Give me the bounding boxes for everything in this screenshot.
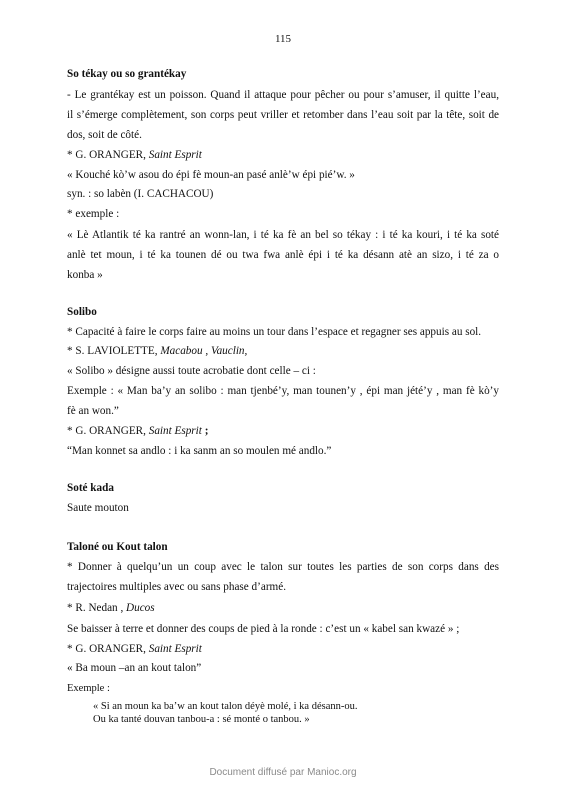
- definition-line: * Capacité à faire le corps faire au moins un tour dans l’espace et regagner ses appuis au sol.: [67, 326, 482, 338]
- source-reference: [67, 424, 208, 438]
- source-place: Saint Esprit: [148, 425, 202, 437]
- entry-title-so-tekay: So tékay ou so grantékay: [67, 68, 187, 80]
- example-line: « Lè Atlantik té ka rantré an wonn-lan, i té ka fè an bel so tékay : i té ka kouri, i té ka soté: [67, 229, 499, 241]
- source-reference: [67, 642, 202, 656]
- example-line: konba »: [67, 269, 103, 281]
- source-reference: [67, 344, 247, 358]
- quote-line: “Man konnet sa andlo : i ka sanm an so moulen mé andlo.”: [67, 445, 332, 457]
- source-name: * G. ORANGER,: [67, 643, 149, 655]
- definition-line: dos, soit de côté.: [67, 129, 142, 141]
- definition-line: * Donner à quelqu’un un coup avec le talon sur toutes les parties de son corps dans des: [67, 561, 499, 573]
- page-number: 115: [274, 33, 292, 45]
- source-tail: ;: [201, 425, 209, 437]
- entry-title-sote-kada: Soté kada: [67, 482, 114, 494]
- definition-line: Saute mouton: [67, 502, 129, 514]
- example-line: Exemple : « Man ba’y an solibo : man tjenbé’y, man tounen’y , épi man jété’y , man fè kò’y: [67, 385, 499, 397]
- source-reference: [67, 601, 155, 615]
- example-line: Ou ka tanté douvan tanbou-a : sé monté o tanbou. »: [93, 714, 310, 725]
- source-reference: [67, 148, 202, 162]
- source-place: Macabou , Vauclin,: [160, 345, 248, 357]
- entry-title-talone: Taloné ou Kout talon: [67, 541, 168, 553]
- source-name: * G. ORANGER,: [67, 425, 149, 437]
- definition-line: Se baisser à terre et donner des coups de pied à la ronde : c’est un « kabel san kwazé » ;: [67, 623, 460, 635]
- example-line: anlè tet moun, i té ka tounen dé ou twa fwa anlè épi i té ka désann atè an sizo, i té za o: [67, 249, 499, 261]
- quote-line: « Ba moun –an an kout talon”: [67, 662, 202, 674]
- synonym-line: syn. : so labèn (I. CACHACOU): [67, 188, 214, 200]
- definition-line: trajectoires multiples avec ou sans phase d’armé.: [67, 581, 287, 593]
- quote-line: « Kouché kò’w asou do épi fè moun-an pasé anlè’w épi pié’w. »: [67, 169, 355, 181]
- source-name: * R. Nedan ,: [67, 602, 127, 614]
- source-place: Ducos: [126, 602, 155, 614]
- entry-title-solibo: Solibo: [67, 306, 97, 318]
- example-line: « Si an moun ka ba’w an kout talon déyè molé, i ka désann-ou.: [93, 701, 358, 712]
- example-label: * exemple :: [67, 208, 120, 220]
- footer-credit: Document diffusé par Manioc.org: [209, 767, 357, 778]
- source-place: Saint Esprit: [148, 643, 202, 655]
- source-place: Saint Esprit: [148, 149, 202, 161]
- source-name: * G. ORANGER,: [67, 149, 149, 161]
- source-name: * S. LAVIOLETTE,: [67, 345, 161, 357]
- example-label: Exemple :: [67, 683, 110, 694]
- definition-line: « Solibo » désigne aussi toute acrobatie dont celle – ci :: [67, 365, 316, 377]
- definition-line: - Le grantékay est un poisson. Quand il attaque pour pêcher ou pour s’amuser, il quitte l’eau,: [67, 89, 499, 101]
- example-line: fè an won.”: [67, 405, 119, 417]
- definition-line: il s’émerge complètement, son corps peut vriller et retomber dans l’eau soit par la tête, soit de: [67, 109, 499, 121]
